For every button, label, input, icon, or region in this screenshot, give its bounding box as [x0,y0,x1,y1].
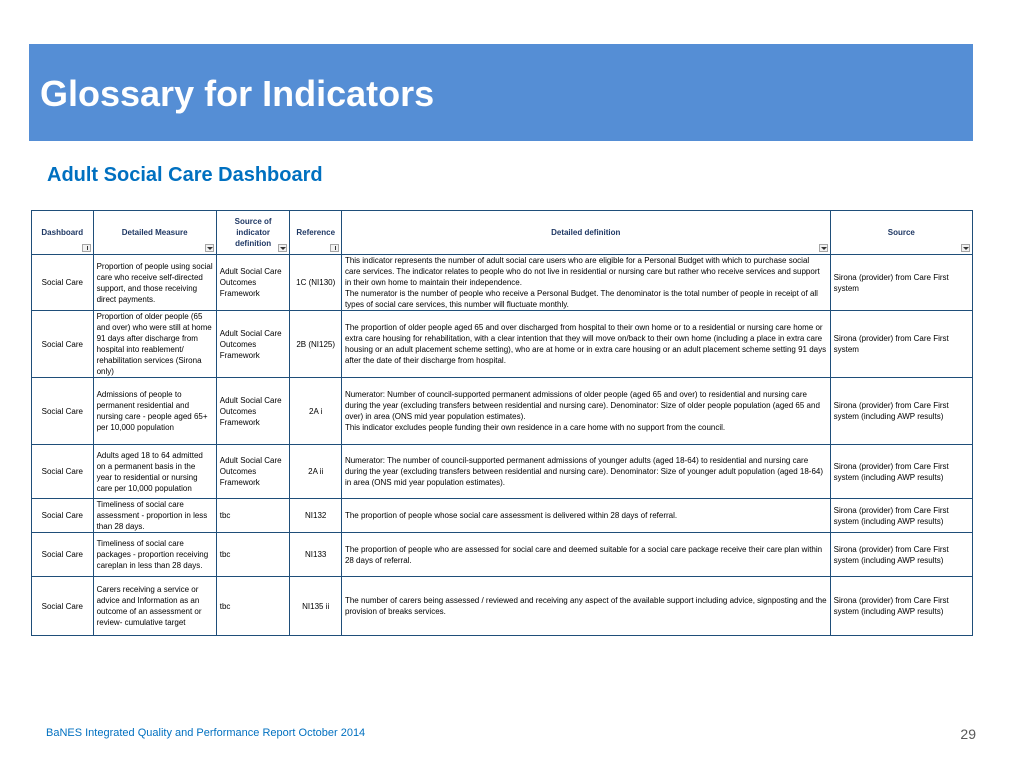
section-subtitle: Adult Social Care Dashboard [47,164,323,186]
glossary-table [31,210,973,636]
header-source[interactable] [830,211,972,255]
cell-definition: The proportion of people who are assessed for social care and deemed suitable for a social care package receive their care plan within 28 days of referral. [341,533,830,577]
cell-source: Sirona (provider) from Care First system (including AWP results) [830,499,972,533]
cell-dashboard: Social Care [32,577,94,636]
table-row [32,577,973,636]
cell-measure: Carers receiving a service or advice and Information as an outcome of an assessment or review- cumulative target [93,577,216,636]
cell-reference: 1C (NI130) [290,255,341,311]
table-row [32,311,973,378]
cell-measure: Timeliness of social care assessment - proportion in less than 28 days. [93,499,216,533]
cell-dashboard: Social Care [32,533,94,577]
cell-reference: 2A i [290,378,341,445]
cell-source: Sirona (provider) from Care First system (including AWP results) [830,445,972,499]
cell-source: Sirona (provider) from Care First system (including AWP results) [830,378,972,445]
filter-dropdown-icon[interactable] [205,244,214,252]
cell-dashboard: Social Care [32,378,94,445]
filter-dropdown-icon[interactable] [819,244,828,252]
header-label: Reference [296,228,336,237]
table-row [32,499,973,533]
footer-report-title: BaNES Integrated Quality and Performance Report October 2014 [46,727,366,739]
filter-dropdown-icon[interactable] [278,244,287,252]
cell-dashboard: Social Care [32,445,94,499]
table-row [32,255,973,311]
cell-measure: Adults aged 18 to 64 admitted on a permanent basis in the year to residential or nursing care per 10,000 population [93,445,216,499]
header-label: Dashboard [41,228,84,237]
header-label: Detailed Measure [121,228,188,237]
cell-dashboard: Social Care [32,311,94,378]
cell-source-def: tbc [216,577,290,636]
cell-source: Sirona (provider) from Care First system (including AWP results) [830,533,972,577]
page-number: 29 [960,726,976,742]
cell-reference: NI135 ii [290,577,341,636]
cell-source-def: tbc [216,533,290,577]
cell-definition: This indicator represents the number of adult social care users who are eligible for a Personal Budget with which to purchase social care services. The indicator relates to people who do not live in residential or nursing care but rather who receive services and support in their own home to maintain their independence. The numerator is the number of people who receive a Personal Budget. The denominator is the total number of people in receipt of all types of social care services, this number will fluctuate monthly. [341,255,830,311]
sort-filter-icon[interactable] [330,244,339,252]
cell-reference: NI133 [290,533,341,577]
header-reference[interactable] [290,211,341,255]
header-detailed-definition[interactable] [341,211,830,255]
header-source-of-indicator[interactable] [216,211,290,255]
header-label: Source [887,228,915,237]
header-detailed-measure[interactable] [93,211,216,255]
cell-definition: The proportion of older people aged 65 and over discharged from hospital to their own home or to a residential or nursing care home or extra care housing for rehabilitation, with a clear intention that they will move on/back to their own home (including a place in extra care housing or an adult placement scheme setting), who are at home or in extra care housing or an adult placement scheme setting 91 days after the date of their discharge from hospital. [341,311,830,378]
header-label: Source of indicator definition [234,217,272,248]
cell-reference: 2B (NI125) [290,311,341,378]
table-row [32,533,973,577]
table-row [32,378,973,445]
cell-source: Sirona (provider) from Care First system [830,311,972,378]
page-title: Glossary for Indicators [40,73,435,114]
cell-dashboard: Social Care [32,255,94,311]
cell-definition: The proportion of people whose social care assessment is delivered within 28 days of referral. [341,499,830,533]
cell-measure: Proportion of people using social care who receive self-directed support, and those receiving direct payments. [93,255,216,311]
cell-source-def: Adult Social Care Outcomes Framework [216,311,290,378]
filter-dropdown-icon[interactable] [961,244,970,252]
cell-source: Sirona (provider) from Care First system (including AWP results) [830,577,972,636]
cell-source: Sirona (provider) from Care First system [830,255,972,311]
table-header-row [32,211,973,255]
cell-source-def: Adult Social Care Outcomes Framework [216,378,290,445]
cell-definition: Numerator: The number of council-supported permanent admissions of younger adults (aged 18-64) to residential and nursing care during the year (excluding transfers between residential and nursing care). Denominator: Size of younger adult population (aged 18-64) in area (ONS mid year population estimates). [341,445,830,499]
cell-source-def: tbc [216,499,290,533]
sort-filter-icon[interactable] [82,244,91,252]
cell-source-def: Adult Social Care Outcomes Framework [216,255,290,311]
header-label: Detailed definition [551,228,621,237]
cell-measure: Timeliness of social care packages - proportion receiving careplan in less than 28 days. [93,533,216,577]
header-dashboard[interactable] [32,211,94,255]
cell-reference: NI132 [290,499,341,533]
cell-definition: The number of carers being assessed / reviewed and receiving any aspect of the available support including advice, signposting and the provision of breaks services. [341,577,830,636]
cell-dashboard: Social Care [32,499,94,533]
table-row [32,445,973,499]
cell-source-def: Adult Social Care Outcomes Framework [216,445,290,499]
cell-measure: Proportion of older people (65 and over) who were still at home 91 days after discharge from hospital into reablement/ rehabilitation services (Sirona only) [93,311,216,378]
cell-measure: Admissions of people to permanent residential and nursing care - people aged 65+ per 10,000 population [93,378,216,445]
title-bar [29,44,973,141]
cell-reference: 2A ii [290,445,341,499]
cell-definition: Numerator: Number of council-supported permanent admissions of older people (aged 65 and over) to residential and nursing care during the year (excluding transfers between residential and nursing care). Denominator: Size of older people population (aged 65 and over) in area (ONS mid year population estimates). This indicator excludes people funding their own residence in a care home with no support from the council. [341,378,830,445]
